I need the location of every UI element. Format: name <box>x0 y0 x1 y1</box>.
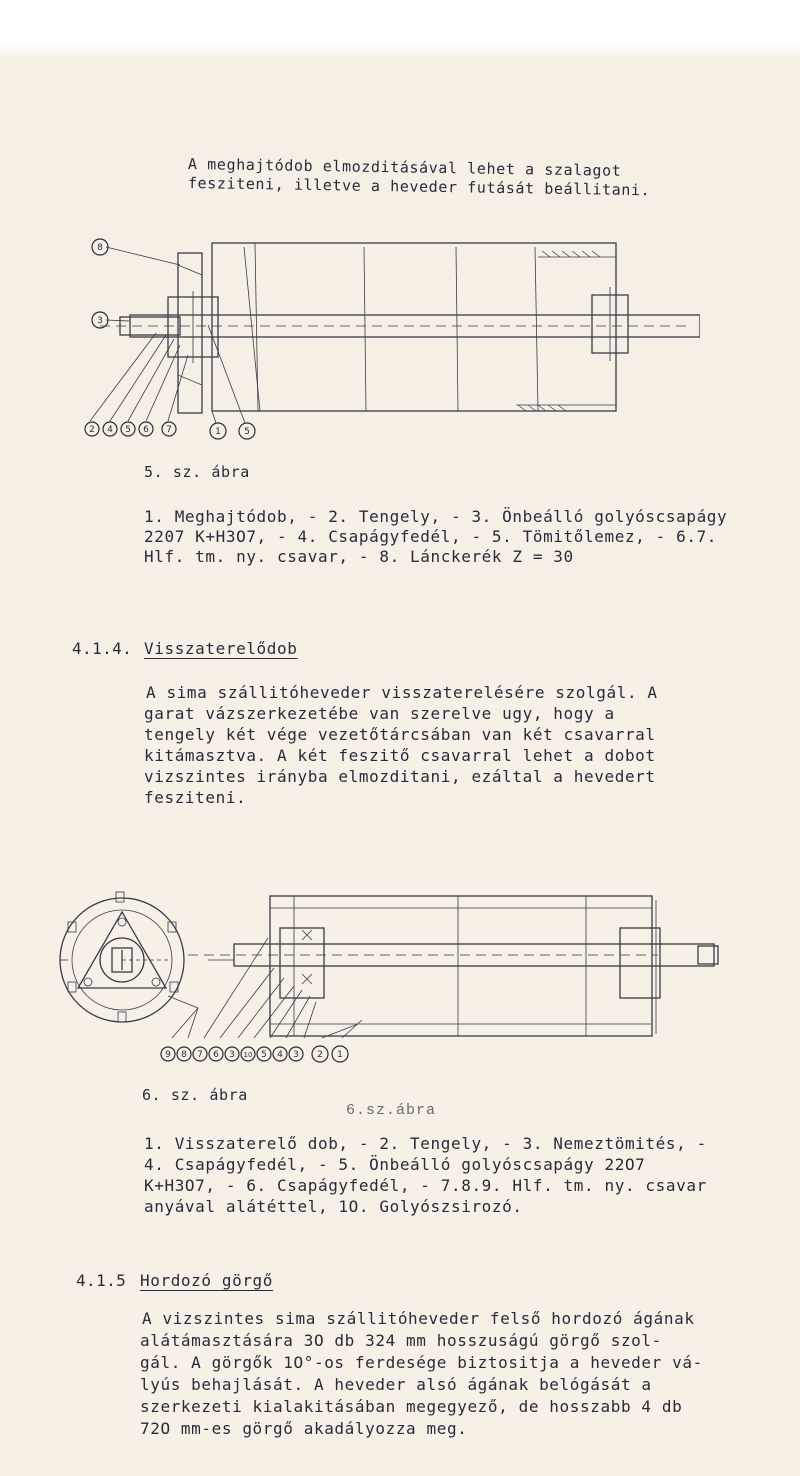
section-4-1-5-number: 4.1.5 <box>76 1271 127 1290</box>
fig6-callout-8: 8 <box>181 1050 187 1060</box>
figure-6-legend-line-1: 1. Visszaterelő dob, - 2. Tengely, - 3. Nemeztömités, - <box>144 1134 707 1153</box>
figure-5-legend-line-1: 1. Meghajtódob, - 2. Tengely, - 3. Önbeálló golyóscsapágy <box>144 507 728 526</box>
figure-6-typed-caption: 6.sz.ábra <box>346 1102 437 1119</box>
fig5-callout-6: 6 <box>143 425 149 435</box>
fig6-callout-2: 2 <box>317 1050 323 1060</box>
section-4-1-4-body-line-1: A sima szállitóheveder visszaterelésére szolgál. A <box>146 683 658 702</box>
figure-5-caption: 5. sz. ábra <box>144 463 250 481</box>
section-4-1-4-body-line-6: fesziteni. <box>144 788 247 807</box>
section-4-1-4-body-line-4: kitámasztva. A két feszitő csavarral lehet a dobot <box>144 746 656 765</box>
fig5-callout-8: 8 <box>97 243 103 253</box>
section-4-1-5-body-line-1: A vizszintes sima szállitóheveder felső hordozó ágának <box>142 1309 695 1328</box>
section-4-1-5-body-line-4: lyús behajlását. A heveder alsó ágának belógását a <box>140 1375 652 1394</box>
figure-5-legend-line-2: 2207 K+H3O7, - 4. Csapágyfedél, - 5. Tömitőlemez, - 6.7. <box>144 527 718 546</box>
fig6-callout-3b: 3 <box>293 1050 299 1060</box>
section-4-1-5-title: Hordozó görgő <box>140 1271 274 1290</box>
figure-6-caption: 6. sz. ábra <box>142 1086 248 1104</box>
figure-5-legend-line-3: Hlf. tm. ny. csavar, - 8. Lánckerék Z = 30 <box>144 547 574 566</box>
fig6-callout-10: 10 <box>243 1051 253 1059</box>
fig6-callout-6: 6 <box>213 1050 219 1060</box>
fig5-callout-1: 1 <box>215 427 221 437</box>
fig5-callout-5b: 5 <box>244 427 250 437</box>
section-4-1-5-body-line-2: alátámasztására 3O db 324 mm hosszuságú görgő szol- <box>140 1331 662 1350</box>
fig5-callout-4: 4 <box>107 425 113 435</box>
section-4-1-4-body-line-5: vizszintes irányba elmozditani, ezáltal a hevedert <box>144 767 656 786</box>
fig6-callout-4: 4 <box>277 1050 283 1060</box>
figure-6-legend-line-2: 4. Csapágyfedél, - 5. Önbeálló golyóscsapágy 22O7 <box>144 1155 646 1174</box>
fig5-callout-5a: 5 <box>125 425 131 435</box>
fig6-callout-7: 7 <box>197 1050 203 1060</box>
figure-5-drive-drum-drawing <box>80 225 700 450</box>
section-4-1-5-body-line-5: szerkezeti kialakitásában megegyező, de hosszabb 4 db <box>140 1397 683 1416</box>
fig5-callout-7: 7 <box>166 425 172 435</box>
figure-6-legend-line-4: anyával alátéttel, 1O. Golyószsirozó. <box>144 1197 523 1216</box>
fig5-callout-3: 3 <box>97 316 103 326</box>
section-4-1-5-body-line-6: 72O mm-es görgő akadályozza meg. <box>140 1419 468 1438</box>
section-4-1-4-number: 4.1.4. <box>72 639 133 658</box>
figure-6-legend-line-3: K+H3O7, - 6. Csapágyfedél, - 7.8.9. Hlf. tm. ny. csavar <box>144 1176 707 1195</box>
fig6-callout-5: 5 <box>261 1050 267 1060</box>
section-4-1-5-body-line-3: gál. A görgők 1O°-os ferdesége biztositja a heveder vá- <box>140 1353 703 1372</box>
fig6-callout-1: 1 <box>337 1050 343 1060</box>
section-4-1-4-title: Visszaterelődob <box>144 639 298 658</box>
section-4-1-4-body-line-3: tengely két vége vezetőtárcsában van két csavarral <box>144 725 656 744</box>
intro-line-1: A meghajtódob elmozditásával lehet a szalagot <box>187 155 622 180</box>
fig6-callout-9: 9 <box>165 1050 171 1060</box>
fig5-callout-2: 2 <box>89 425 95 435</box>
figure-6-return-drum-drawing <box>58 878 728 1068</box>
section-4-1-4-body-line-2: garat vázszerkezetébe van szerelve ugy, hogy a <box>144 704 615 723</box>
intro-line-2: fesziteni, illetve a heveder futását beállitani. <box>187 174 651 200</box>
fig6-callout-3a: 3 <box>229 1050 235 1060</box>
